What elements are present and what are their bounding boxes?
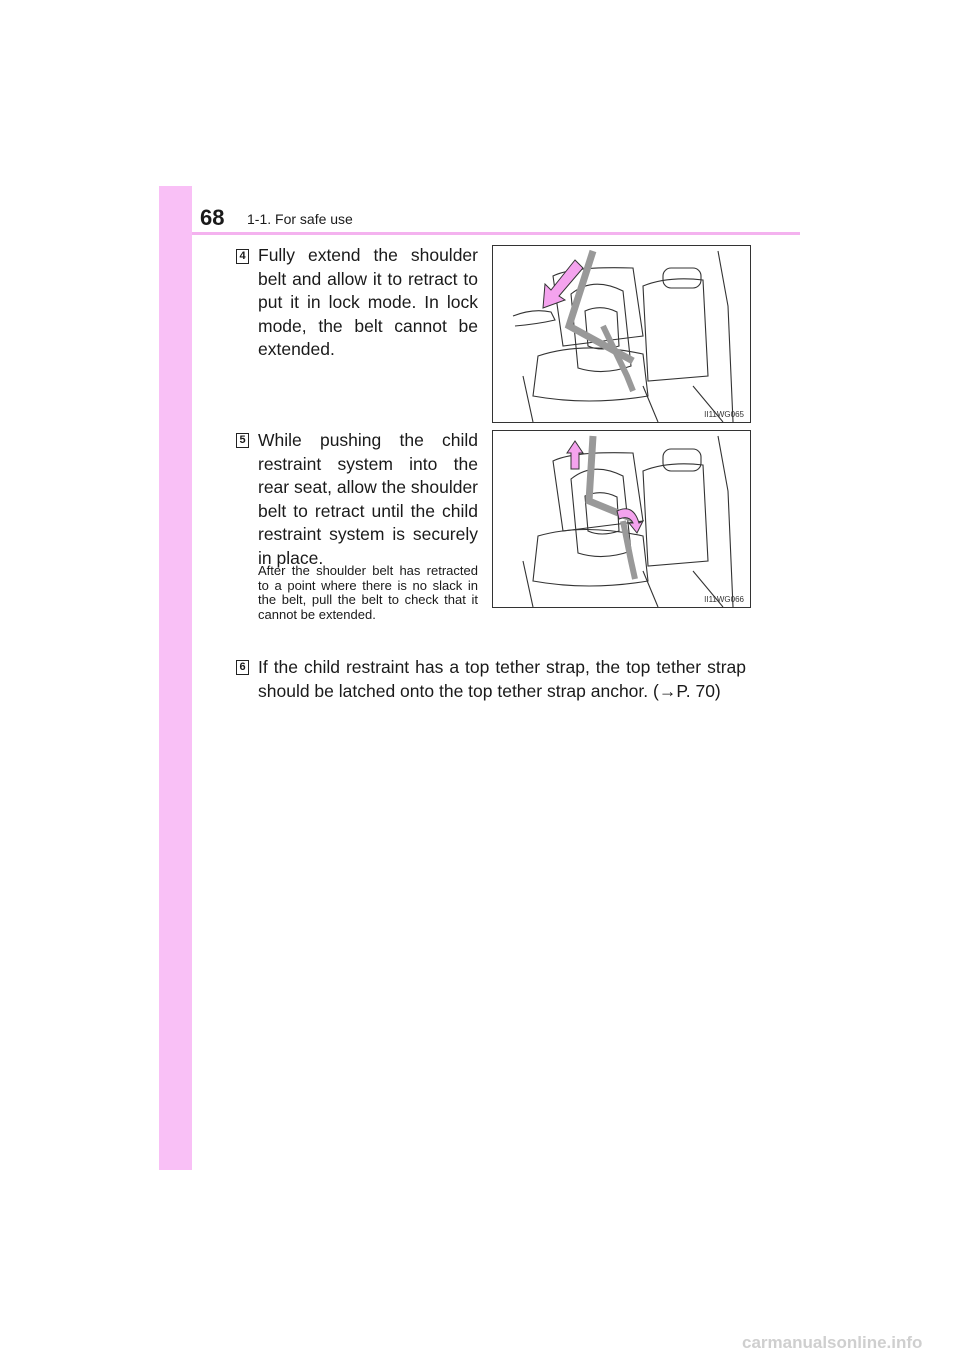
- step-5-note: After the shoulder belt has retracted to a point where there is no slack in the belt, pull the belt to check that it cannot be extended.: [258, 563, 478, 622]
- figure-step-5: [492, 430, 751, 608]
- seat-illustration-retract: [493, 431, 750, 607]
- figure-code: II11WG065: [704, 410, 744, 419]
- page-number: 68: [200, 205, 225, 230]
- figure-code: II11WG066: [704, 595, 744, 604]
- step-number-6: 6: [236, 660, 249, 675]
- step-number-5: 5: [236, 433, 249, 448]
- figure-step-4: [492, 245, 751, 423]
- step-6-text: If the child restraint has a top tether strap, the top tether strap should be latched onto the top tether strap anchor. (→P. 70): [258, 657, 746, 701]
- section-title: 1-1. For safe use: [247, 211, 353, 227]
- header-rule: [192, 232, 800, 235]
- seat-illustration-lock-mode: [493, 246, 750, 422]
- retract-arrow-icon: [567, 441, 583, 469]
- step-number-4: 4: [236, 249, 249, 264]
- step-4-text: Fully extend the shoulder belt and allow it to retract to put it in lock mode. In lock mode, the belt cannot be extended.: [258, 245, 478, 359]
- watermark: carmanualsonline.info: [742, 1333, 923, 1352]
- chapter-tab-bar: [159, 186, 192, 1170]
- step-5-text: While pushing the child restraint system into the rear seat, allow the shoulder belt to retract until the child restraint system is securely in place.: [258, 430, 478, 568]
